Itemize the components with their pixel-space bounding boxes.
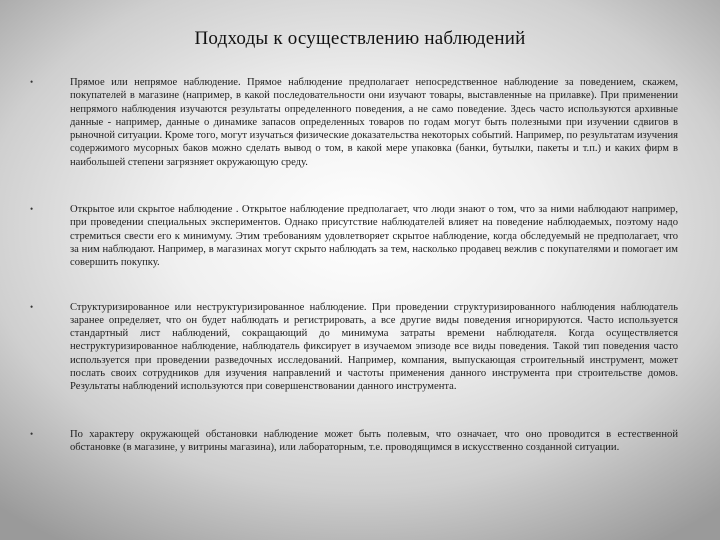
list-item bbox=[30, 301, 678, 394]
bullet-icon: • bbox=[30, 204, 34, 215]
list-item bbox=[30, 203, 678, 269]
bullet-icon: • bbox=[30, 428, 34, 439]
list-item bbox=[30, 76, 678, 169]
bullet-list bbox=[30, 76, 678, 454]
bullet-icon: • bbox=[30, 301, 34, 312]
list-item-text: Структуризированное или неструктуризированное наблюдение. При проведении структуризированного наблюдения наблюдатель заранее определяет, что он будет наблюдать и регистрировать, а все другие виды поведения игнорируются. Часто используется стандартный лист наблюдений, сокращающий до минимума затраты времени наблюдателя. Когда осуществляется неструктуризированное наблюдение, наблюдатель фиксирует в изучаемом эпизоде все виды поведения. Такой тип поведения часто используется при проведении разведочных исследований. Например, компания, выпускающая строительный инструмент, может послать своих сотрудников для изучения направлений и частоты применения данного инструмента при строительстве домов. Результаты наблюдений используются при совершенствовании данного инструмента. bbox=[70, 301, 678, 393]
list-item-text: Открытое или скрытое наблюдение . Открытое наблюдение предполагает, что люди знают о том, что за ними наблюдают например, при проведении специальных экспериментов. Однако присутствие наблюдателей влияет на поведение наблюдаемых, поэтому надо стремиться свести его к минимуму. Этим требованиям удовлетворяет скрытое наблюдение, когда обследуемый не предполагает, что за ним наблюдают. Например, в магазинах могут скрыто наблюдать за тем, насколько продавец вежлив с покупателями и помогает им совершить покупку. bbox=[70, 204, 678, 269]
list-item-text: Прямое или непрямое наблюдение. Прямое наблюдение предполагает непосредственное наблюдение за поведением, скажем, покупателей в магазине (например, в какой последовательности они изучают товары, выставленные на прилавке). При применении непрямого наблюдения изучаются результаты определенного поведения, а не само поведение. Здесь часто используются архивные данные - например, данные о динамике запасов определенных товаров по годам могут быть полезными при изучении сдвигов в рыночной ситуации. Кроме того, могут изучаться физические доказательства некоторых событий. Например, по результатам изучения содержимого мусорных баков можно сделать вывод о том, в какой мере упаковка (банки, бутылки, пакеты и т.п.) и каких фирм в наибольшей степени загрязняет окружающую среду. bbox=[70, 77, 678, 168]
slide-title: Подходы к осуществлению наблюдений bbox=[194, 28, 526, 49]
list-item bbox=[30, 428, 678, 455]
list-item-text: По характеру окружающей обстановки наблюдение может быть полевым, что означает, что оно проводится в естественной обстановке (в магазине, у витрины магазина), или лабораторным, т.е. проводящимся в искусственно созданной ситуации. bbox=[70, 428, 678, 453]
bullet-icon: • bbox=[30, 77, 34, 87]
